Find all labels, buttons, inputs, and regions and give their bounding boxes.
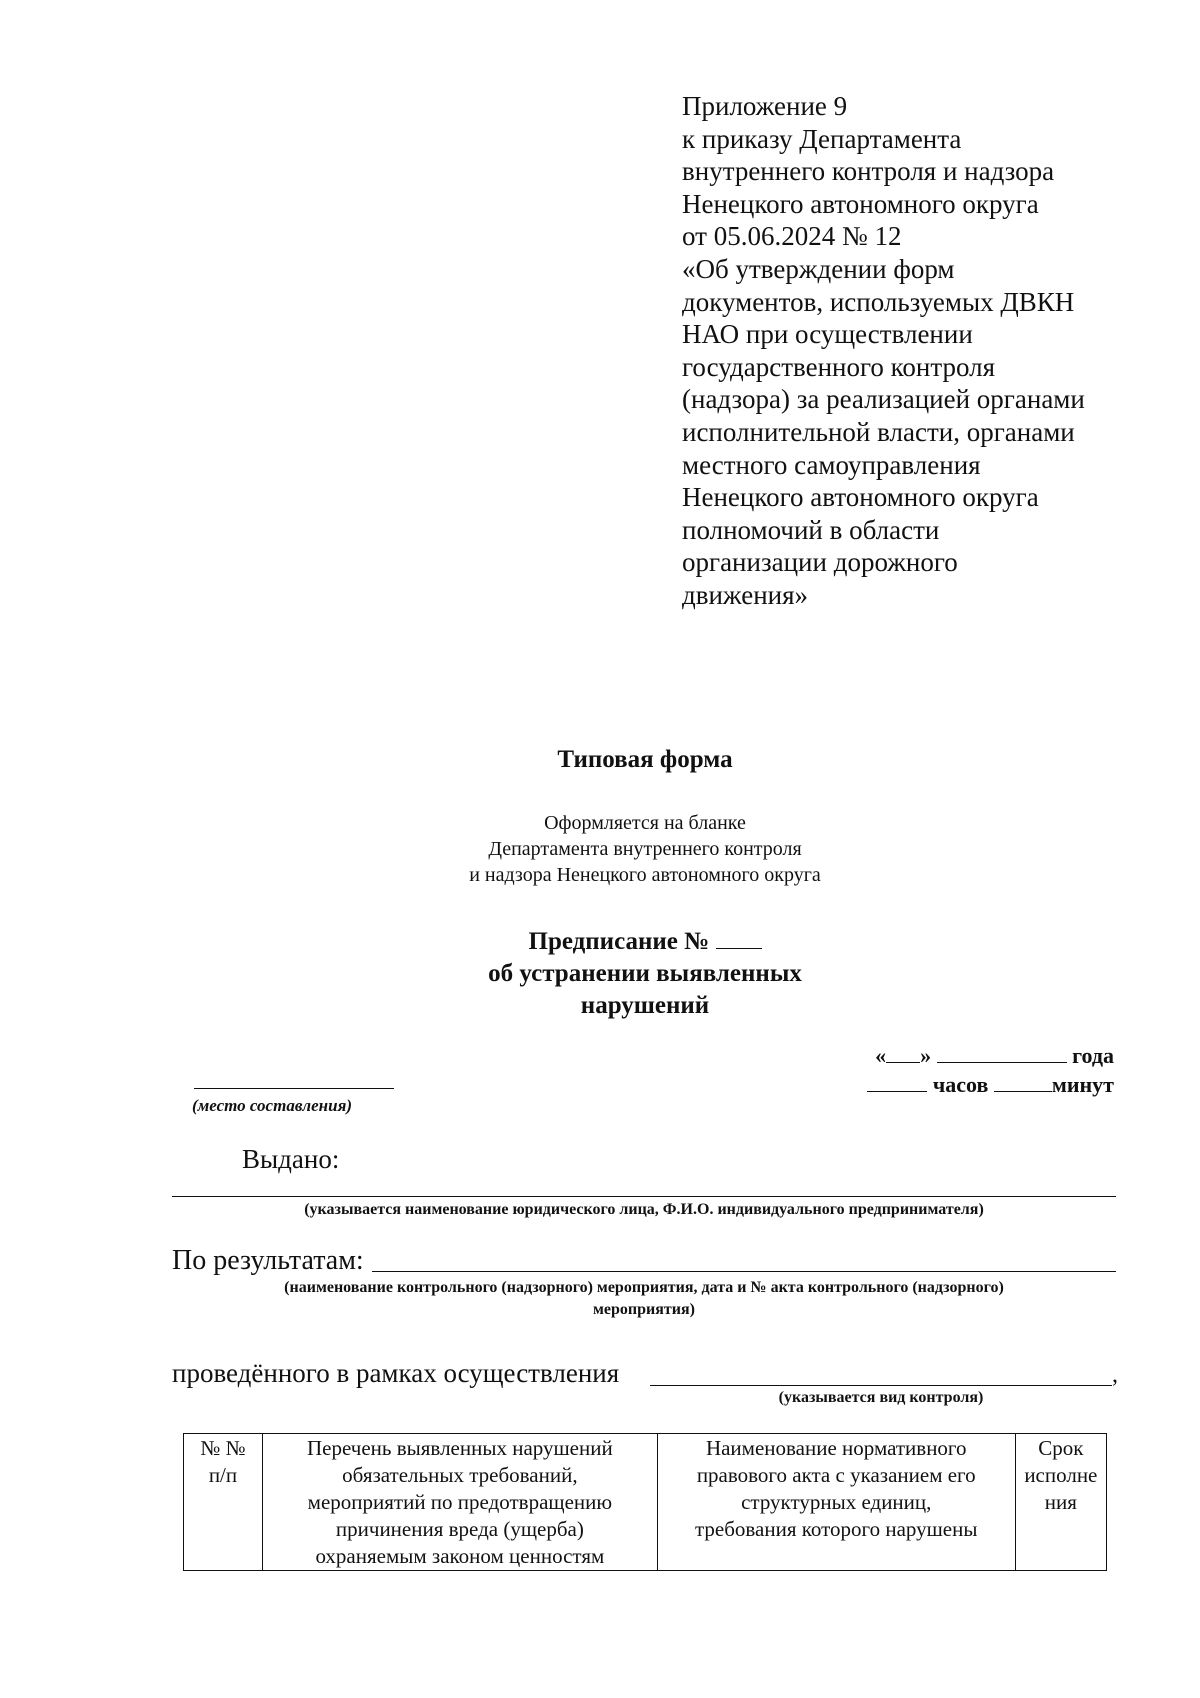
order-title-line1 <box>0 926 1200 958</box>
issued-label: Выдано: <box>242 1144 340 1174</box>
conducted-hint: (указывается вид контроля) <box>778 1389 984 1406</box>
appendix-line: местного самоуправления <box>682 449 981 480</box>
header-line: правового акта с указанием его <box>696 1463 976 1487</box>
month-blank[interactable] <box>937 1042 1067 1063</box>
quote-close: » <box>920 1043 932 1068</box>
quote-open: « <box>875 1043 887 1068</box>
results-hint-line: мероприятия) <box>593 1301 695 1318</box>
issued-blank[interactable] <box>172 1196 1116 1197</box>
time-line <box>867 1071 1114 1098</box>
appendix-line: исполнительной власти, органами <box>682 416 1075 447</box>
header-line: Перечень выявленных нарушений <box>307 1436 613 1460</box>
appendix-line: движения» <box>682 579 809 610</box>
order-title-line2: об устранении выявленных <box>488 960 802 987</box>
blank-note-line: Оформляется на бланке <box>544 812 746 834</box>
order-number-blank[interactable] <box>716 926 762 949</box>
results-hint <box>172 1277 1116 1321</box>
year-word: года <box>1072 1043 1114 1068</box>
order-title <box>0 926 1200 1022</box>
header-line: охраняемым законом ценностям <box>315 1544 605 1568</box>
table-header-row <box>184 1434 1107 1571</box>
header-line: обязательных требований, <box>342 1463 578 1487</box>
form-title: Типовая форма <box>557 746 733 773</box>
header-line: причинения вреда (ущерба) <box>335 1517 584 1541</box>
table-header-legal-act <box>657 1434 1015 1571</box>
appendix-block <box>682 90 1152 612</box>
appendix-line: от 05.06.2024 № 12 <box>682 221 902 252</box>
appendix-line: к приказу Департамента <box>682 123 962 154</box>
header-line: структурных единиц, <box>741 1490 932 1514</box>
header-line: ния <box>1044 1490 1077 1514</box>
header-line: Срок <box>1038 1436 1084 1460</box>
results-label: По результатам: <box>172 1245 364 1276</box>
day-blank[interactable] <box>886 1042 920 1063</box>
appendix-line: государственного контроля <box>682 351 995 382</box>
header-line: № № <box>200 1436 246 1460</box>
blank-note-line: и надзора Ненецкого автономного округа <box>469 864 821 886</box>
header-line: мероприятий по предотвращению <box>307 1490 613 1514</box>
violations-table <box>183 1433 1107 1571</box>
hours-blank[interactable] <box>867 1071 927 1092</box>
header-line: требования которого нарушены <box>694 1517 978 1541</box>
appendix-line: документов, используемых ДВКН <box>682 286 1075 317</box>
appendix-line: Ненецкого автономного округа <box>682 188 1039 219</box>
hours-word: часов <box>932 1072 989 1097</box>
appendix-line: внутреннего контроля и надзора <box>682 156 1055 187</box>
header-line: п/п <box>208 1463 238 1487</box>
order-title-line3: нарушений <box>580 992 710 1019</box>
appendix-line: Ненецкого автономного округа <box>682 482 1039 513</box>
place-label: (место составления) <box>192 1096 352 1115</box>
appendix-line: Приложение 9 <box>682 91 848 121</box>
table-header-violations <box>262 1434 657 1571</box>
conducted-label: проведённого в рамках осуществления <box>172 1358 620 1388</box>
table-header-number <box>184 1434 263 1571</box>
minutes-word: минут <box>1051 1072 1114 1097</box>
header-line: Наименование нормативного <box>705 1436 967 1460</box>
appendix-line: (надзора) за реализацией органами <box>682 384 1085 415</box>
appendix-line: полномочий в области <box>682 514 940 545</box>
table-header-deadline <box>1015 1434 1106 1571</box>
conducted-comma: , <box>1112 1362 1118 1388</box>
header-line: исполне <box>1024 1463 1098 1487</box>
results-hint-line: (наименование контрольного (надзорного) мероприятия, дата и № акта контрольного (надзорного) <box>284 1279 1004 1296</box>
appendix-line: организации дорожного <box>682 547 958 578</box>
results-blank[interactable] <box>372 1271 1116 1272</box>
date-line <box>875 1042 1114 1069</box>
blank-note <box>0 810 1200 888</box>
appendix-line: «Об утверждении форм <box>682 253 955 284</box>
order-number-label: Предписание № <box>528 928 710 955</box>
minutes-blank[interactable] <box>994 1071 1052 1092</box>
blank-note-line: Департамента внутреннего контроля <box>488 838 802 860</box>
issued-hint: (указывается наименование юридического лица, Ф.И.О. индивидуального предпринимателя) <box>304 1201 984 1218</box>
control-type-blank[interactable] <box>650 1385 1112 1386</box>
appendix-line: НАО при осуществлении <box>682 319 973 350</box>
place-blank[interactable] <box>194 1088 394 1089</box>
